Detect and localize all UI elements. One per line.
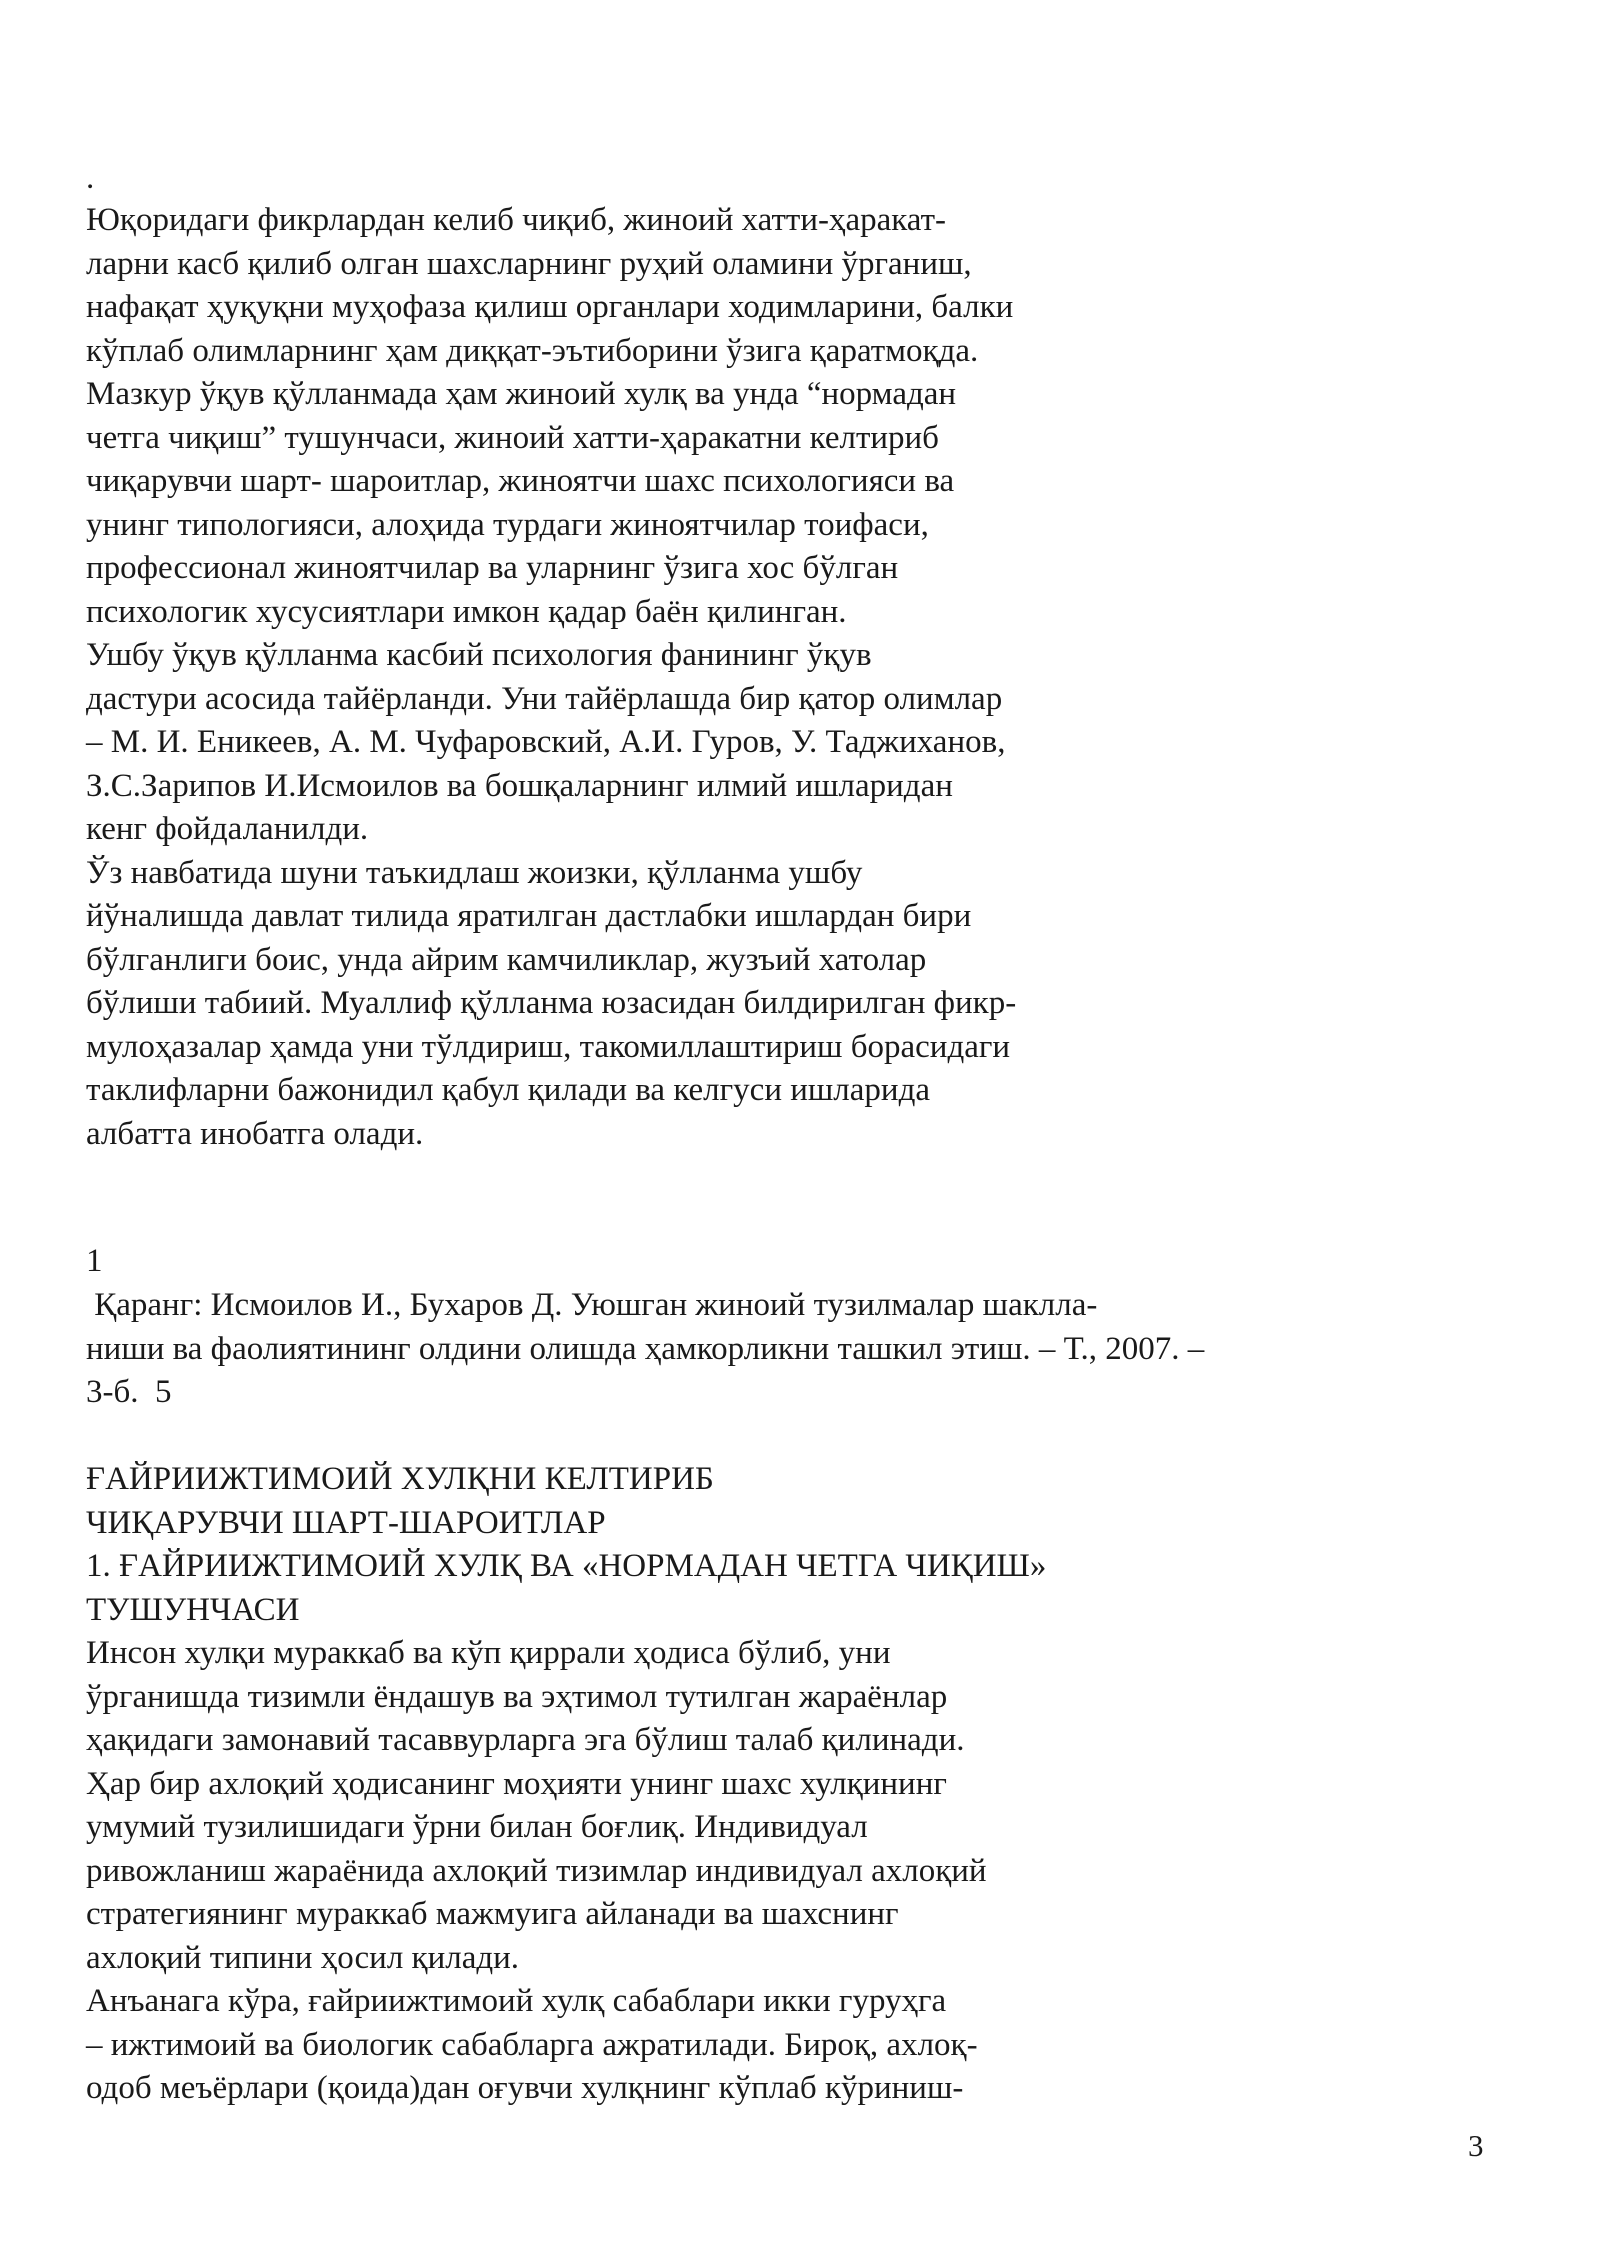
text-line: чиқарувчи шарт- шароитлар, жиноятчи шахс психологияси ва [86,463,955,499]
text-line: нафақат ҳуқуқни муҳофаза қилиш органлари ходимларини, балки [86,289,1014,325]
text-line: З.С.Зарипов И.Исмоилов ва бошқаларнинг илмий ишларидан [86,767,953,804]
text-line: профессионал жиноятчилар ва уларнинг ўзига хос бўлган [86,550,899,586]
text-line: умумий тузилишидаги ўрни билан боғлиқ. Индивидуал [86,1809,868,1845]
heading-line: ТУШУНЧАСИ [86,1591,300,1628]
text-line: Анъанага кўра, ғайриижтимоий хулқ сабаблари икки гуруҳга [86,1983,947,2019]
text-line: ривожланиш жараёнида ахлоқий тизимлар индивидуал ахлоқий [86,1852,987,1889]
text-line: стратегиянинг мураккаб мажмуига айланади ва шахснинг [86,1896,899,1932]
footnote-line: Қаранг: Исмоилов И., Бухаров Д. Уюшган жиноий тузилмалар шаклла- [86,1287,1098,1323]
text-line: Инсон хулқи мураккаб ва кўп қиррали ҳодиса бўлиб, уни [86,1635,891,1671]
text-line: Ўз навбатида шуни таъкидлаш жоизки, қўлланма ушбу [86,854,863,891]
text-line: – ижтимоий ва биологик сабабларга ажратилади. Бироқ, ахлоқ- [86,2026,978,2063]
text-line: ларни касб қилиб олган шахсларнинг руҳий оламини ўрганиш, [86,245,972,282]
text-line: Юқоридаги фикрлардан келиб чиқиб, жиноий хатти-ҳаракат- [86,202,946,238]
text-line: бўлиши табиий. Муаллиф қўлланма юзасидан билдирилган фикр- [86,985,1017,1021]
text-line: таклифларни бажонидил қабул қилади ва келгуси ишларида [86,1072,931,1108]
text-line: Мазкур ўқув қўлланмада ҳам жиноий хулқ ва унда “нормадан [86,376,957,412]
text-line: кўплаб олимларнинг ҳам диққат-эътиборини ўзига қаратмоқда. [86,332,979,369]
footnote-text [86,1284,1204,1415]
heading-line: ЧИҚАРУВЧИ ШАРТ-ШАРОИТЛАР [86,1504,606,1541]
text-line: бўлганлиги боис, унда айрим камчиликлар, жузъий хатолар [86,941,927,978]
footnote-number: 1 [86,1243,103,1279]
intro-paragraph [86,199,1016,1156]
text-line: ўрганишда тизимли ёндашув ва эҳтимол тутилган жараёнлар [86,1678,948,1715]
text-line: унинг типологияси, алоҳида турдаги жиноятчилар тоифаси, [86,506,929,543]
leading-dot: . [86,160,95,196]
section-paragraph [86,1632,987,2111]
footnote-line: 3-б. 5 [86,1374,172,1410]
text-line: – М. И. Еникеев, А. М. Чуфаровский, А.И. Гуров, У. Таджиханов, [86,724,1006,760]
text-line: дастури асосида тайёрланди. Уни тайёрлашда бир қатор олимлар [86,680,1003,717]
text-line: албатта инобатга олади. [86,1115,424,1152]
page-number: 3 [1468,2128,1484,2163]
text-line: ахлоқий типини ҳосил қилади. [86,1939,520,1976]
text-line: ҳақидаги замонавий тасаввурларга эга бўлиш талаб қилинади. [86,1722,965,1758]
section-heading [86,1458,1046,1632]
text-line: психологик хусусиятлари имкон қадар баён қилинган. [86,593,847,630]
text-line: Ҳар бир ахлоқий ҳодисанинг моҳияти унинг шахс хулқининг [86,1765,947,1802]
text-line: Ушбу ўқув қўлланма касбий психология фанининг ўқув [86,637,872,673]
text-line: одоб меъёрлари (қоида)дан оғувчи хулқнинг кўплаб кўриниш- [86,2070,964,2106]
text-line: четга чиқиш” тушунчаси, жиноий хатти-ҳаракатни келтириб [86,419,939,456]
text-line: мулоҳазалар ҳамда уни тўлдириш, такомиллаштириш борасидаги [86,1028,1011,1065]
heading-line: ҒАЙРИИЖТИМОИЙ ХУЛҚНИ КЕЛТИРИБ [86,1461,714,1497]
heading-line: 1. ҒАЙРИИЖТИМОИЙ ХУЛҚ ВА «НОРМАДАН ЧЕТГА ЧИҚИШ» [86,1548,1047,1584]
footnote-line: ниши ва фаолиятининг олдини олишда ҳамкорликни ташкил этиш. – Т., 2007. – [86,1330,1205,1367]
text-line: кенг фойдаланилди. [86,811,369,847]
text-line: йўналишда давлат тилида яратилган дастлабки ишлардан бири [86,898,972,934]
